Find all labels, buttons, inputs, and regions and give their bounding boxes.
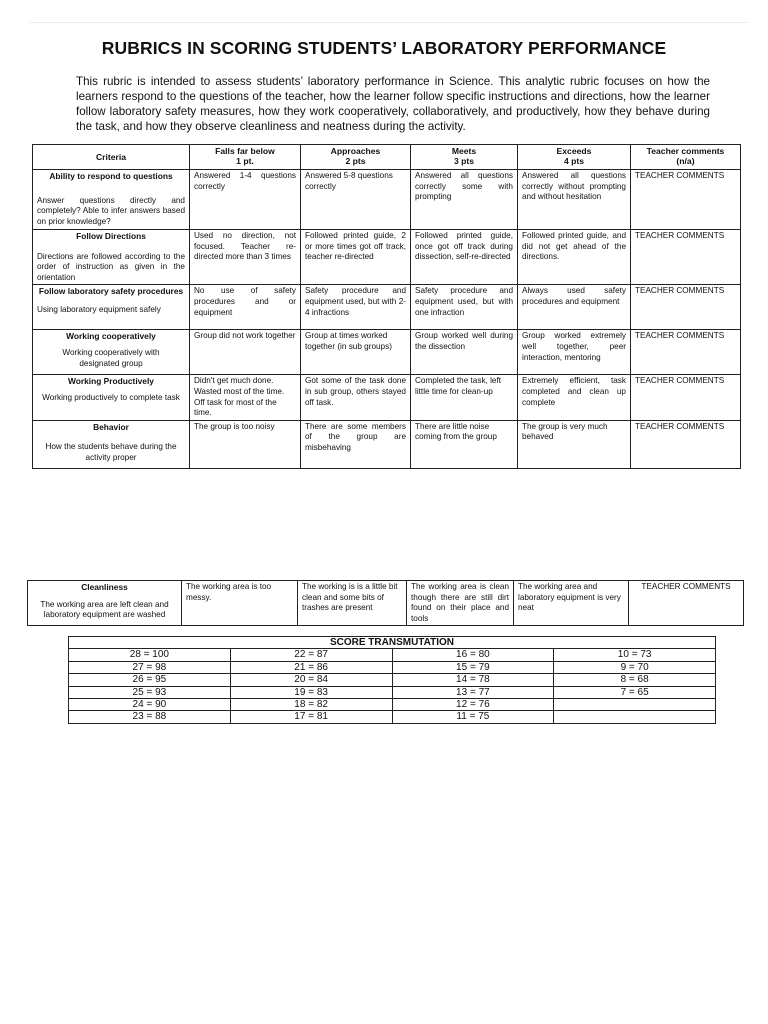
level-1-cell: Answered 1-4 questions correctly [190, 170, 301, 230]
level-3-header [411, 145, 518, 170]
score-cell: 10 = 73 [554, 649, 716, 661]
level-1-label: Falls far below [215, 146, 275, 156]
score-cell: 11 = 75 [392, 711, 554, 723]
teacher-comment-cell: TEACHER COMMENTS [631, 375, 741, 420]
level-4-cell: Extremely efficient, task completed and clean up complete [518, 375, 631, 420]
rubric-row-productive [33, 375, 741, 420]
rubric-row-respond [33, 170, 741, 230]
criterion-description: How the students behave during the activity proper [45, 442, 177, 462]
level-2-points: 2 pts [345, 156, 366, 166]
score-cell: 22 = 87 [230, 649, 392, 661]
table-row [69, 711, 716, 723]
level-4-cell: Followed printed guide, and did not get ahead of the directions. [518, 230, 631, 285]
comments-label: Teacher comments [646, 146, 725, 156]
score-cell: 28 = 100 [69, 649, 231, 661]
rubric-row-safety [33, 285, 741, 330]
teacher-comment-cell: TEACHER COMMENTS [631, 330, 741, 375]
rubric-row-cooperative [33, 330, 741, 375]
level-1-cell: The group is too noisy [190, 420, 301, 468]
score-cell: 17 = 81 [230, 711, 392, 723]
criterion-description: Directions are followed according to the order of instruction as given in the orientation [37, 251, 185, 282]
criterion-cell [33, 375, 190, 420]
document-title: RUBRICS IN SCORING STUDENTS’ LABORATORY PERFORMANCE [101, 38, 667, 58]
level-2-cell: Got some of the task done in sub group, others stayed off task. [301, 375, 411, 420]
level-1-cell: Used no direction, not focused. Teacher re-directed more than 3 times [190, 230, 301, 285]
score-cell [554, 711, 716, 723]
rubric-row-directions [33, 230, 741, 285]
teacher-comment-cell: TEACHER COMMENTS [631, 420, 741, 468]
level-2-cell: Followed printed guide, 2 or more times got off track, teacher re-directed [301, 230, 411, 285]
comments-points: (n/a) [676, 156, 695, 166]
page-top-rule [30, 22, 748, 23]
criterion-cell [33, 330, 190, 375]
criterion-description: The working area are left clean and laboratory equipment are washed [40, 599, 169, 620]
level-1-cell: The working area is too messy. [182, 581, 298, 626]
level-1-cell: Group did not work together [190, 330, 301, 375]
score-cell: 25 = 93 [69, 686, 231, 698]
score-cell: 13 = 77 [392, 686, 554, 698]
score-cell [554, 699, 716, 711]
cleanliness-table [27, 580, 744, 626]
level-2-label: Approaches [330, 146, 381, 156]
intro-paragraph: This rubric is intended to assess students’ laboratory performance in Science. This analytic rubric focuses on how the learners respond to the questions of the teacher, how the learner follow specific instructions and directions, how the learner follow laboratory safety measures, how they work cooperatively, collaboratively, and productively, how they behave during the task, and how they observe cleanliness and neatness during the activity. [76, 75, 710, 133]
criterion-title: Working cooperatively [66, 331, 156, 342]
level-4-cell: The group is very much behaved [518, 420, 631, 468]
score-cell: 18 = 82 [230, 699, 392, 711]
rubric-header-row [33, 145, 741, 170]
level-4-header [518, 145, 631, 170]
teacher-comment-cell: TEACHER COMMENTS [629, 581, 744, 626]
criterion-title: Follow laboratory safety procedures [38, 286, 184, 297]
level-3-cell: Answered all questions correctly some with prompting [411, 170, 518, 230]
score-cell: 19 = 83 [230, 686, 392, 698]
criteria-header [33, 145, 190, 170]
level-4-cell: Always used safety procedures and equipment [518, 285, 631, 330]
criterion-cell [33, 420, 190, 468]
criterion-cell [28, 581, 182, 626]
score-cell: 20 = 84 [230, 674, 392, 686]
criterion-description: Answer questions directly and completely? Able to infer answers based on prior knowledge? [37, 195, 185, 226]
score-cell: 7 = 65 [554, 686, 716, 698]
level-3-cell: Group worked well during the dissection [411, 330, 518, 375]
level-4-points: 4 pts [563, 156, 585, 166]
level-1-cell: Didn't get much done. Wasted most of the time. Off task for most of the time. [190, 375, 301, 420]
score-cell: 16 = 80 [392, 649, 554, 661]
level-4-cell: Group worked extremely well together, peer interaction, mentoring [518, 330, 631, 375]
score-cell: 26 = 95 [69, 674, 231, 686]
level-1-points: 1 pt. [236, 156, 254, 166]
level-1-header [190, 145, 301, 170]
level-4-cell: Answered all questions correctly without prompting and without hesitation [518, 170, 631, 230]
level-2-cell: The working is is a little bit clean and some bits of trashes are present [298, 581, 407, 626]
level-4-label: Exceeds [556, 146, 592, 156]
criteria-header-label: Criteria [95, 152, 127, 162]
table-row [69, 674, 716, 686]
score-cell: 9 = 70 [554, 661, 716, 673]
criterion-description: Working cooperatively with designated group [62, 347, 160, 368]
rubric-row-behavior [33, 420, 741, 468]
criterion-title: Behavior [93, 421, 129, 432]
level-3-label: Meets [451, 146, 477, 156]
criterion-description: Using laboratory equipment safely [37, 304, 161, 314]
level-3-cell: There are little noise coming from the group [411, 420, 518, 468]
rubric-table [32, 144, 741, 469]
criterion-title: Cleanliness [81, 582, 128, 592]
criterion-title: Working Productively [68, 376, 154, 387]
score-cell: 8 = 68 [554, 674, 716, 686]
teacher-comment-cell: TEACHER COMMENTS [631, 170, 741, 230]
level-2-cell: Group at times worked together (in sub groups) [301, 330, 411, 375]
criterion-title: Ability to respond to questions [49, 171, 173, 181]
level-4-cell: The working area and laboratory equipment is very neat [514, 581, 629, 626]
level-1-cell: No use of safety procedures and or equipment [190, 285, 301, 330]
level-3-cell: The working area is clean though there are still dirt found on their place and tools [407, 581, 514, 626]
level-2-cell: There are some members of the group are misbehaving [301, 420, 411, 468]
score-cell: 23 = 88 [69, 711, 231, 723]
criterion-cell [33, 285, 190, 330]
score-title-row [69, 637, 716, 649]
level-3-cell: Completed the task, left little time for clean-up [411, 375, 518, 420]
level-3-points: 3 pts [453, 156, 475, 166]
table-row [69, 649, 716, 661]
level-2-cell: Safety procedure and equipment used, but with 2-4 infractions [301, 285, 411, 330]
table-row [69, 686, 716, 698]
rubric-row-cleanliness [28, 581, 744, 626]
score-cell: 21 = 86 [230, 661, 392, 673]
score-cell: 24 = 90 [69, 699, 231, 711]
comments-header [631, 145, 741, 170]
criterion-cell [33, 230, 190, 285]
score-cell: 14 = 78 [392, 674, 554, 686]
level-3-cell: Safety procedure and equipment used, but with one infraction [411, 285, 518, 330]
level-2-header [301, 145, 411, 170]
score-transmutation-table [68, 636, 716, 724]
score-title: SCORE TRANSMUTATION [69, 637, 716, 649]
score-cell: 12 = 76 [392, 699, 554, 711]
teacher-comment-cell: TEACHER COMMENTS [631, 230, 741, 285]
table-row [69, 699, 716, 711]
level-2-cell: Answered 5-8 questions correctly [301, 170, 411, 230]
criterion-cell [33, 170, 190, 230]
criterion-title: Follow Directions [76, 231, 146, 241]
table-row [69, 661, 716, 673]
score-cell: 27 = 98 [69, 661, 231, 673]
score-cell: 15 = 79 [392, 661, 554, 673]
criterion-description: Working productively to complete task [42, 392, 180, 402]
level-3-cell: Followed printed guide, once got off track during dissection, self-re-directed [411, 230, 518, 285]
teacher-comment-cell: TEACHER COMMENTS [631, 285, 741, 330]
